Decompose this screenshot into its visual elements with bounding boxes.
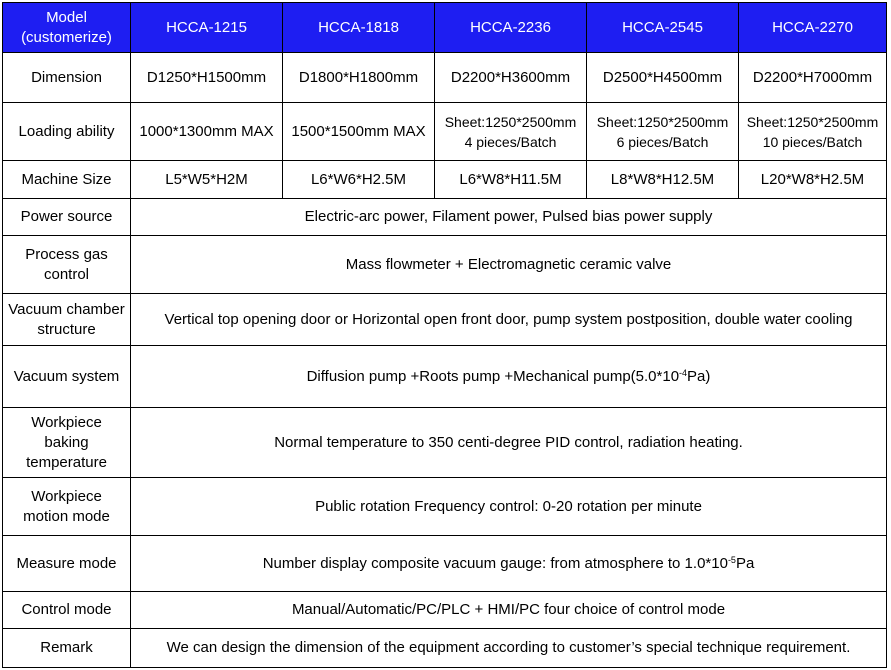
loading-line: Sheet:1250*2500mm	[444, 113, 577, 130]
measure-mode-row	[3, 536, 887, 592]
loading-value	[435, 103, 587, 161]
loading-value	[131, 103, 283, 161]
measure-mode-text: Number display composite vacuum gauge: from atmosphere to 1.0*10	[262, 554, 728, 572]
loading-ability-row	[3, 103, 887, 161]
loading-batch: 10 pieces/Batch	[762, 133, 863, 150]
dimension-row	[3, 53, 887, 103]
row-label: Loading ability	[3, 103, 131, 161]
row-label-line: Vacuum chamber	[8, 300, 125, 318]
loading-batch: 6 pieces/Batch	[616, 133, 709, 150]
motion-mode-value: Public rotation Frequency control: 0-20 rotation per minute	[131, 478, 887, 536]
vacuum-system-value	[131, 346, 887, 408]
machine-size-row	[3, 161, 887, 199]
process-gas-value: Mass flowmeter + Electromagnetic ceramic valve	[131, 236, 887, 294]
row-label-line: motion mode	[23, 507, 110, 525]
row-label: Remark	[3, 629, 131, 668]
row-label-line: Process gas	[25, 245, 108, 263]
loading-value	[739, 103, 887, 161]
row-label-line: Workpiece	[31, 487, 102, 505]
dimension-value: D2200*H3600mm	[435, 53, 587, 103]
baking-temperature-row	[3, 408, 887, 478]
dimension-value: D2500*H4500mm	[587, 53, 739, 103]
loading-line: 1000*1300mm MAX	[139, 122, 274, 140]
row-label	[3, 294, 131, 346]
vacuum-chamber-row	[3, 294, 887, 346]
row-label-line: temperature	[26, 453, 107, 471]
control-mode-value: Manual/Automatic/PC/PLC + HMI/PC four choice of control mode	[131, 592, 887, 629]
row-label: Power source	[3, 199, 131, 236]
dimension-value: D2200*H7000mm	[739, 53, 887, 103]
machine-size-value: L6*W6*H2.5M	[283, 161, 435, 199]
machine-size-value: L5*W5*H2M	[131, 161, 283, 199]
spec-table	[2, 2, 887, 668]
model-name-cell: HCCA-2236	[435, 3, 587, 53]
row-label-line: Workpiece	[31, 413, 102, 431]
model-name-cell: HCCA-2270	[739, 3, 887, 53]
model-header-cell	[3, 3, 131, 53]
row-label	[3, 478, 131, 536]
loading-value	[283, 103, 435, 161]
row-label-line: baking	[44, 433, 89, 451]
model-label: Model	[46, 8, 87, 26]
row-label-line: control	[43, 265, 90, 283]
loading-line: Sheet:1250*2500mm	[596, 113, 729, 130]
motion-mode-row	[3, 478, 887, 536]
row-label	[3, 408, 131, 478]
vacuum-chamber-value: Vertical top opening door or Horizontal open front door, pump system postposition, double water cooling	[131, 294, 887, 346]
row-label: Vacuum system	[3, 346, 131, 408]
machine-size-value: L6*W8*H11.5M	[435, 161, 587, 199]
remark-row	[3, 629, 887, 668]
process-gas-row	[3, 236, 887, 294]
customerize-label: (customerize)	[21, 28, 112, 46]
model-name-cell: HCCA-1818	[283, 3, 435, 53]
model-name-cell: HCCA-1215	[131, 3, 283, 53]
remark-value: We can design the dimension of the equipment according to customer’s special technique requirement.	[131, 629, 887, 668]
baking-temperature-value: Normal temperature to 350 centi-degree PID control, radiation heating.	[131, 408, 887, 478]
loading-line: 1500*1500mm MAX	[291, 122, 426, 140]
row-label: Measure mode	[3, 536, 131, 592]
power-source-row	[3, 199, 887, 236]
unit-text: Pa)	[687, 367, 711, 385]
exponent: -5	[727, 554, 736, 565]
vacuum-system-text: Diffusion pump +Roots pump +Mechanical pump(5.0*10	[306, 367, 680, 385]
machine-size-value: L8*W8*H12.5M	[587, 161, 739, 199]
power-source-value: Electric-arc power, Filament power, Pulsed bias power supply	[131, 199, 887, 236]
dimension-value: D1250*H1500mm	[131, 53, 283, 103]
machine-size-value: L20*W8*H2.5M	[739, 161, 887, 199]
control-mode-row	[3, 592, 887, 629]
row-label-line: structure	[37, 320, 96, 338]
header-row	[3, 3, 887, 53]
dimension-value: D1800*H1800mm	[283, 53, 435, 103]
model-name-cell: HCCA-2545	[587, 3, 739, 53]
row-label: Machine Size	[3, 161, 131, 199]
row-label: Dimension	[3, 53, 131, 103]
row-label	[3, 236, 131, 294]
unit-text: Pa	[735, 554, 755, 572]
exponent: -4	[679, 367, 688, 378]
row-label: Control mode	[3, 592, 131, 629]
loading-line: Sheet:1250*2500mm	[746, 113, 879, 130]
loading-value	[587, 103, 739, 161]
loading-batch: 4 pieces/Batch	[464, 133, 557, 150]
measure-mode-value	[131, 536, 887, 592]
vacuum-system-row	[3, 346, 887, 408]
